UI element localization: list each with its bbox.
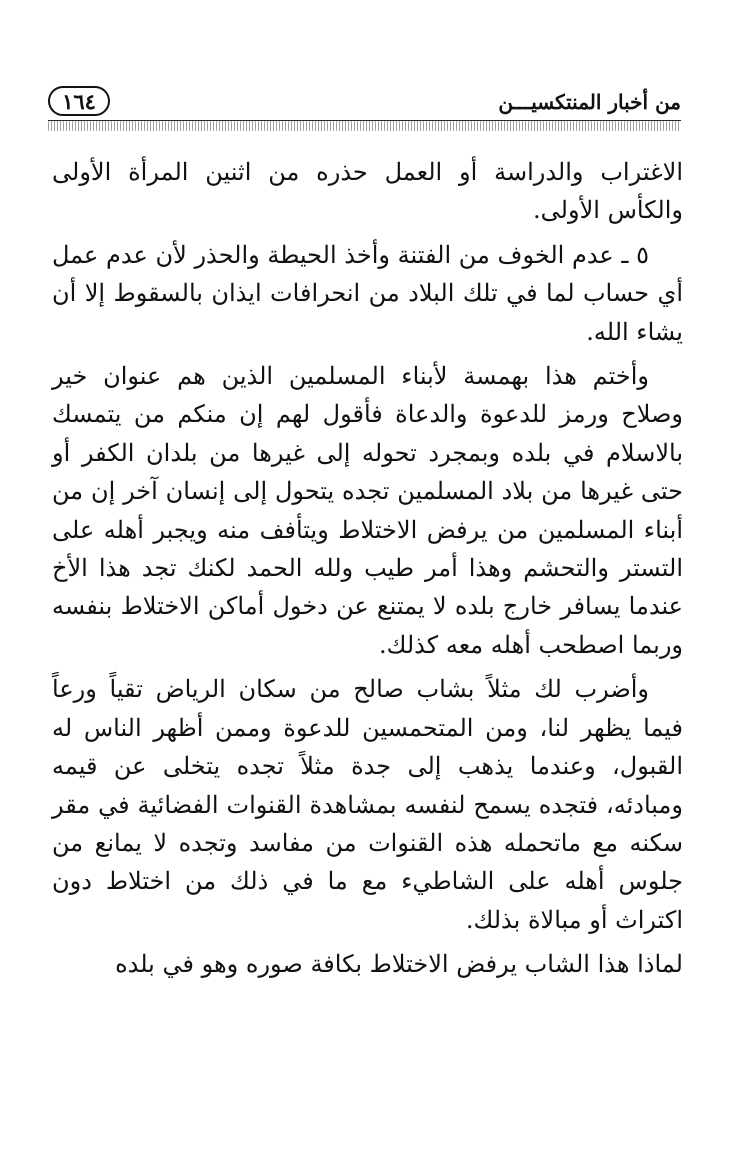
paragraph-2: ٥ ـ عدم الخوف من الفتنة وأخذ الحيطة والحذر لأن عدم عمل أي حساب لما في تلك البلاد من انحرافات ايذان بالسقوط إلا أن يشاء الله. <box>52 240 683 346</box>
running-title: من أخبار المنتكسيـــن <box>498 90 681 114</box>
paragraph-5: لماذا هذا الشاب يرفض الاختلاط بكافة صوره وهو في بلده <box>115 950 683 979</box>
page-header <box>48 86 681 130</box>
header-rule <box>48 120 681 131</box>
paragraph-3: وأختم هذا بهمسة لأبناء المسلمين الذين هم عنوان خير وصلاح ورمز للدعوة والدعاة فأقول لهم إن منكم من يتمسك بالاسلام في بلده وبمجرد تحوله إلى غيرها من بلدان الكفر أو حتى غيرها من بلاد المسلمين تجده يتحول إلى إنسان آخر إن من أبناء المسلمين من يرفض الاختلاط ويتأفف منه ويجبر أهله على التستر والتحشم وهذا أمر طيب ولله الحمد لكنك تجد هذا الأخ عندما يسافر خارج بلده لا يمتنع عن دخول أماكن الاختلاط بنفسه وربما اصطحب أهله معه كذلك. <box>52 362 684 659</box>
page-number: ١٦٤ <box>48 86 110 116</box>
paragraph-1: الاغتراب والدراسة أو العمل حذره من اثنين المرأة الأولى والكأس الأولى. <box>52 158 683 225</box>
paragraph-4: وأضرب لك مثلاً بشاب صالح من سكان الرياض تقياً ورعاً فيما يظهر لنا، ومن المتحمسين للدعوة وممن أظهر الناس له القبول، وعندما يذهب إلى جدة مثلاً تجده يتخلى عن قيمه ومبادئه، فتجده يسمح لنفسه بمشاهدة القنوات الفضائية في مقر سكنه مع ماتحمله هذه القنوات من مفاسد وتجده لا يمانع من جلوس أهله على الشاطيء مع ما في ذلك من اختلاط دون اكتراث أو مبالاة بذلك. <box>52 675 684 934</box>
page-body <box>52 153 683 990</box>
